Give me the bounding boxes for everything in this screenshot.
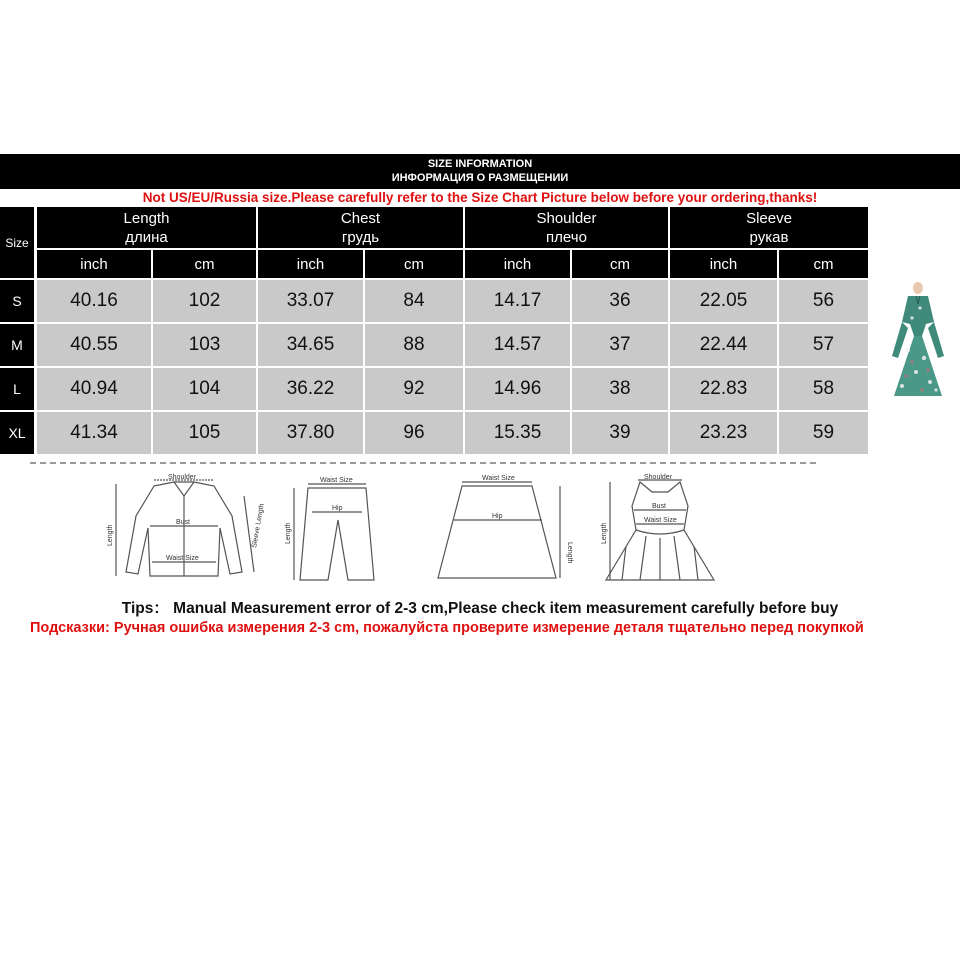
size-label: XL: [0, 412, 34, 454]
unit-header: inch: [465, 250, 570, 278]
dress-figure: [892, 282, 944, 396]
group-title-ru: рукав: [749, 228, 789, 246]
table-cell: 36: [572, 280, 668, 322]
pants-length-label: Length: [285, 522, 292, 544]
table-cell: 14.96: [465, 368, 570, 410]
unit-header: cm: [779, 250, 868, 278]
shirt-length-label: Length: [107, 524, 114, 546]
table-cell: 56: [779, 280, 868, 322]
skirt-waist-label: Waist Size: [482, 475, 515, 482]
table-cell: 58: [779, 368, 868, 410]
table-cell: 23.23: [670, 412, 777, 454]
pants-hip-label: Hip: [332, 505, 343, 512]
dress-bust-label: Bust: [652, 503, 667, 510]
table-cell: 40.55: [37, 324, 151, 366]
table-cell: 88: [365, 324, 463, 366]
table-cell: 14.57: [465, 324, 570, 366]
unit-header: cm: [572, 250, 668, 278]
table-cell: 37.80: [258, 412, 363, 454]
size-info-banner: [0, 154, 960, 189]
unit-header: cm: [153, 250, 256, 278]
table-cell: 84: [365, 280, 463, 322]
table-cell: 59: [779, 412, 868, 454]
group-header-length: [37, 207, 256, 248]
group-title-en: Shoulder: [536, 209, 597, 227]
table-cell: 14.17: [465, 280, 570, 322]
dress-measure-diagram: [596, 476, 726, 586]
table-cell: 102: [153, 280, 256, 322]
table-cell: 92: [365, 368, 463, 410]
table-cell: 96: [365, 412, 463, 454]
size-label: M: [0, 324, 34, 366]
unit-header: inch: [37, 250, 151, 278]
tips-en: Tips： Manual Measurement error of 2-3 cm,Please check item measurement carefully before buy: [121, 600, 839, 617]
table-cell: 15.35: [465, 412, 570, 454]
shirt-shoulder-label: Shoulder: [168, 474, 197, 481]
table-cell: 39: [572, 412, 668, 454]
table-cell: 38: [572, 368, 668, 410]
table-cell: 36.22: [258, 368, 363, 410]
divider-dashed: [30, 462, 816, 464]
size-notice: Not US/EU/Russia size.Please carefully refer to the Size Chart Picture below before your ordering,thanks!: [142, 190, 818, 205]
table-cell: 41.34: [37, 412, 151, 454]
dress-shoulder-label: Shoulder: [644, 474, 673, 481]
product-dress-image: [878, 278, 958, 408]
unit-header: cm: [365, 250, 463, 278]
group-title-ru: плечо: [546, 228, 587, 246]
table-cell: 105: [153, 412, 256, 454]
unit-header: inch: [258, 250, 363, 278]
table-cell: 22.05: [670, 280, 777, 322]
banner-title-en: SIZE INFORMATION: [427, 158, 533, 170]
shirt-bust-label: Bust: [176, 519, 191, 526]
group-header-chest: [258, 207, 463, 248]
group-title-en: Sleeve: [746, 209, 792, 227]
table-cell: 37: [572, 324, 668, 366]
table-cell: 40.16: [37, 280, 151, 322]
pants-measure-diagram: [282, 476, 392, 586]
table-cell: 103: [153, 324, 256, 366]
shirt-waist-label: Waist Size: [166, 555, 199, 562]
shirt-measure-diagram: [104, 476, 264, 586]
skirt-measure-diagram: [432, 476, 572, 586]
table-cell: 34.65: [258, 324, 363, 366]
table-cell: 22.83: [670, 368, 777, 410]
table-cell: 40.94: [37, 368, 151, 410]
banner-title-ru: ИНФОРМАЦИЯ О РАЗМЕЩЕНИИ: [391, 172, 569, 184]
dress-waist-label: Waist Size: [644, 517, 677, 524]
group-title-en: Chest: [340, 209, 381, 227]
group-header-shoulder: [465, 207, 668, 248]
group-title-ru: грудь: [341, 228, 380, 246]
size-label: L: [0, 368, 34, 410]
shirt-sleeve-label: Sleeve Length: [251, 503, 266, 549]
size-header: Size: [0, 207, 34, 278]
group-header-sleeve: [670, 207, 868, 248]
group-title-en: Length: [123, 209, 170, 227]
size-label: S: [0, 280, 34, 322]
group-title-ru: длина: [125, 228, 168, 246]
tips-ru: Подсказки: Ручная ошибка измерения 2-3 cm, пожалуйста проверите измерение деталя тщательно перед покупкой: [30, 620, 864, 636]
table-cell: 57: [779, 324, 868, 366]
unit-header: inch: [670, 250, 777, 278]
table-cell: 104: [153, 368, 256, 410]
pants-waist-label: Waist Size: [320, 477, 353, 484]
dress-length-label: Length: [601, 522, 608, 544]
table-cell: 22.44: [670, 324, 777, 366]
skirt-hip-label: Hip: [492, 513, 503, 520]
table-cell: 33.07: [258, 280, 363, 322]
skirt-length-label: Length: [566, 542, 573, 564]
